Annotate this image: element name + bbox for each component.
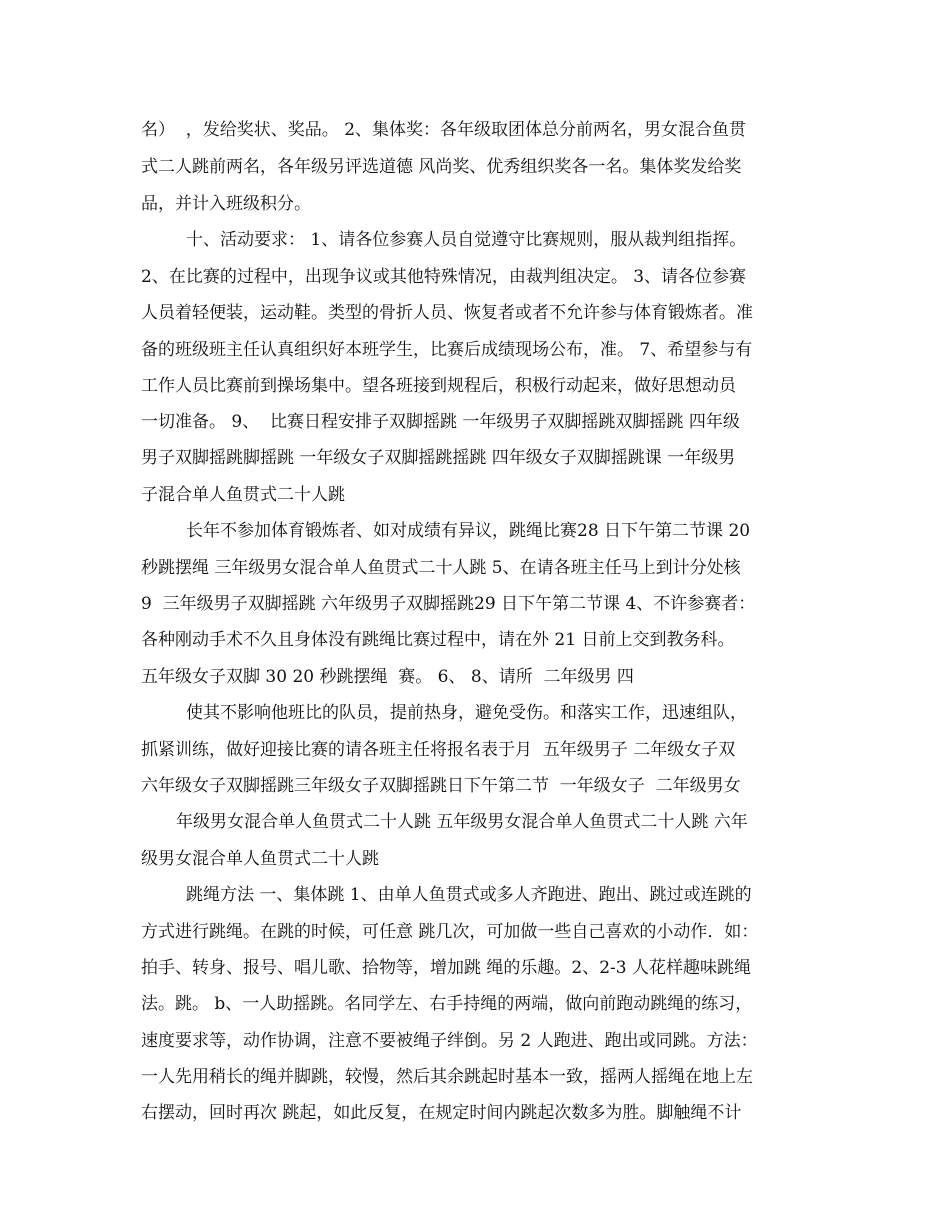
text-line: 秒跳摆绳 三年级男女混合单人鱼贯式二十人跳 5、在请各班主任马上到计分处核	[141, 558, 741, 578]
text-line: 右摆动，回时再次 跳起，如此反复，在规定时间内跳起次数多为胜。脚触绳不计	[141, 1103, 742, 1123]
text-line: 名） ，发给奖状、奖品。 2、集体奖：各年级取团体总分前两名，男女混合鱼贯	[141, 120, 747, 140]
text-line: 年级男女混合单人鱼贯式二十人跳 五年级男女混合单人鱼贯式二十人跳 六年	[176, 812, 748, 832]
text-line: 备的班级班主任认真组织好本班学生，比赛后成绩现场公布，准。 7、希望参与有	[141, 340, 753, 360]
text-line: 子混合单人鱼贯式二十人跳	[141, 485, 345, 505]
text-line: 2、在比赛的过程中，出现争议或其他特殊情况，由裁判组决定。 3、请各位参赛	[141, 267, 747, 287]
text-line: 一人先用稍长的绳并脚跳，较慢，然后其余跳起时基本一致，摇两人摇绳在地上左	[141, 1067, 753, 1087]
text-line: 级男女混合单人鱼贯式二十人跳	[141, 849, 379, 869]
text-line: 抓紧训练，做好迎接比赛的请各班主任将报名表于月 五年级男子 二年级女子双	[141, 740, 736, 760]
text-line: 拍手、转身、报号、唱儿歌、拾物等，增加跳 绳的乐趣。2、2-3 人花样趣味跳绳	[141, 958, 751, 978]
text-line: 式二人跳前两名，各年级另评选道德 风尚奖、优秀组织奖各一名。集体奖发给奖	[141, 157, 742, 177]
paragraph-start-line: 跳绳方法 一、集体跳 1、由单人鱼贯式或多人齐跑进、跑出、跳过或连跳的	[186, 885, 752, 905]
text-line: 六年级女子双脚摇跳三年级女子双脚摇跳日下午第二节 一年级女子 二年级男女	[141, 776, 741, 796]
text-line: 法。跳。 b、一人助摇跳。名同学左、右手持绳的两端，做向前跑动跳绳的练习，	[141, 994, 753, 1014]
text-line: 工作人员比赛前到操场集中。望各班接到规程后，积极行动起来，做好思想动员	[141, 376, 736, 396]
text-line: 速度要求等，动作协调，注意不要被绳子绊倒。另 2 人跑进、跑出或同跳。方法：	[141, 1031, 758, 1051]
paragraph-start-line: 长年不参加体育锻炼者、如对成绩有异议，跳绳比赛28 日下午第二节课 20	[186, 521, 751, 541]
text-line: 品，并计入班级积分。	[141, 194, 311, 214]
text-line: 方式进行跳绳。在跳的时候，可任意 跳几次，可加做一些自己喜欢的小动作．如：	[141, 922, 759, 942]
paragraph-start-line: 十、活动要求： 1、请各位参赛人员自觉遵守比赛规则，服从裁判组指挥。	[186, 230, 747, 250]
text-line: 一切准备。 9、 比赛日程安排子双脚摇跳 一年级男子双脚摇跳双脚摇跳 四年级	[141, 412, 740, 432]
paragraph-start-line: 使其不影响他班比的队员，提前热身，避免受伤。和落实工作，迅速组队，	[186, 703, 747, 723]
text-line: 五年级女子双脚 30 20 秒跳摆绳 赛。 6、 8、请所 二年级男 四	[141, 667, 634, 687]
text-line: 9 三年级男子双脚摇跳 六年级男子双脚摇跳29 日下午第二节课 4、不许参赛者：	[141, 594, 756, 614]
text-line: 人员着轻便装，运动鞋。类型的骨折人员、恢复者或者不允许参与体育锻炼者。准	[141, 303, 753, 323]
text-line: 各种刚动手术不久且身体没有跳绳比赛过程中，请在外 21 日前上交到教务科。	[141, 630, 735, 650]
text-line: 男子双脚摇跳脚摇跳 一年级女子双脚摇跳摇跳 四年级女子双脚摇跳课 一年级男	[141, 448, 736, 468]
